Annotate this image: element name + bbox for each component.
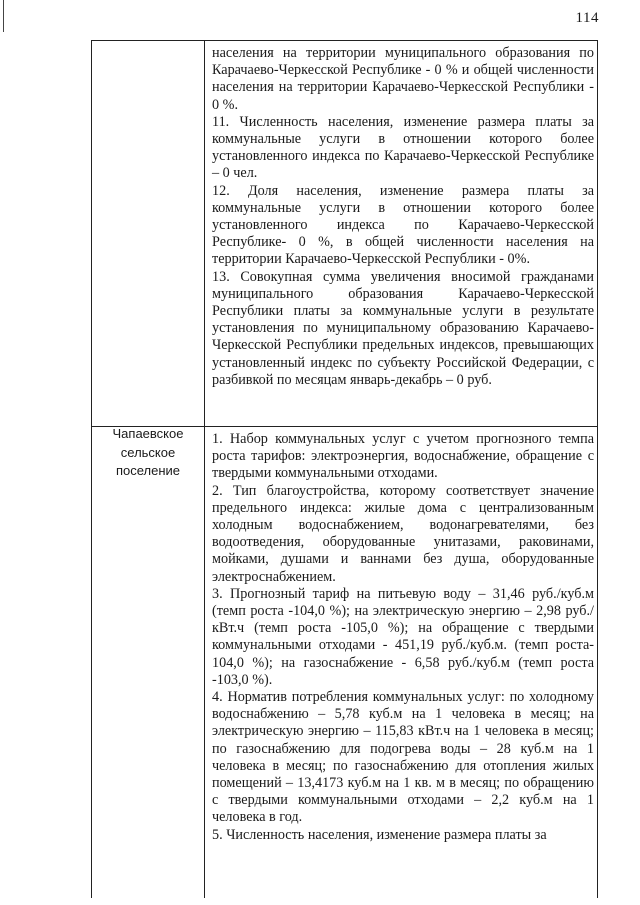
row1-paragraph: 11. Численность населения, изменение размера платы за коммунальные услуги в отношении которого более установленного индекса по Карачаево-Черкесской Республике – 0 чел. (212, 113, 594, 182)
row1-content-cell (212, 45, 594, 389)
row1-paragraph: 12. Доля населения, изменение размера платы за коммунальные услуги в отношении которого более установленного индекса по Карачаево-Черкесской Республике- 0 %, в общей численности населения на территории Карачаево-Черкесской Республики - 0%. (212, 182, 594, 268)
column-divider (204, 41, 205, 898)
page-number: 114 (575, 10, 599, 26)
row2-paragraph: 1. Набор коммунальных услуг с учетом прогнозного темпа роста тарифов: электроэнергия, водоснабжение, обращение с твердыми коммунальными отходами. (212, 431, 594, 482)
row1-paragraph: населения на территории муниципального образования по Карачаево-Черкесской Республике - 0 % и общей численности населения на территории Карачаево-Черкесской Республики - 0 %. (212, 45, 594, 113)
row2-content-cell (212, 431, 594, 844)
row1-paragraph: 13. Совокупная сумма увеличения вносимой гражданами муниципального образования Карачаево-Черкесской Республики платы за коммунальные услуги в результате установления по муниципальному образованию Карачаево-Черкесской Республики предельных индексов, превышающих установленный индекс по субъекту Российской Федерации, с разбивкой по месяцам январь-декабрь – 0 руб. (212, 268, 594, 388)
row2-paragraph: 5. Численность населения, изменение размера платы за (212, 826, 547, 843)
row2-paragraph: 3. Прогнозный тариф на питьевую воду – 31,46 руб./куб.м (темп роста -104,0 %); на электрическую энергию – 2,98 руб./кВт.ч (темп роста -105,0 %); на обращение с твердыми коммунальными отходами - 451,19 руб./куб.м. (темп роста- 104,0 %); на газоснабжение - 6,58 руб./куб.м (темп роста -103,0 %). (212, 585, 594, 688)
settlement-name-cell: Чапаевское сельское поселение (112, 426, 184, 478)
document-table (91, 40, 598, 898)
row2-paragraph: 2. Тип благоустройства, которому соответствует значение предельного индекса: жилые дома с централизованным холодным водоснабжением, водонагревателями, без водоотведения, оборудованные унитазами, раковинами, мойками, душами и ваннами без душа, оборудованные электроснабжением. (212, 482, 594, 585)
row2-paragraph: 4. Норматив потребления коммунальных услуг: по холодному водоснабжению – 5,78 куб.м на 1 человека в месяц; на электрическую энергию – 115,83 кВт.ч на 1 человека в месяц; по газоснабжению для подогрева воды – 28 куб.м на 1 человека в месяц; по газоснабжению для отопления жилых помещений – 13,4173 куб.м на 1 кв. м в месяц; по обращению с твердыми коммунальными отходами – 2,2 куб.м на 1 человека в год. (212, 689, 594, 826)
margin-mark (3, 0, 4, 32)
